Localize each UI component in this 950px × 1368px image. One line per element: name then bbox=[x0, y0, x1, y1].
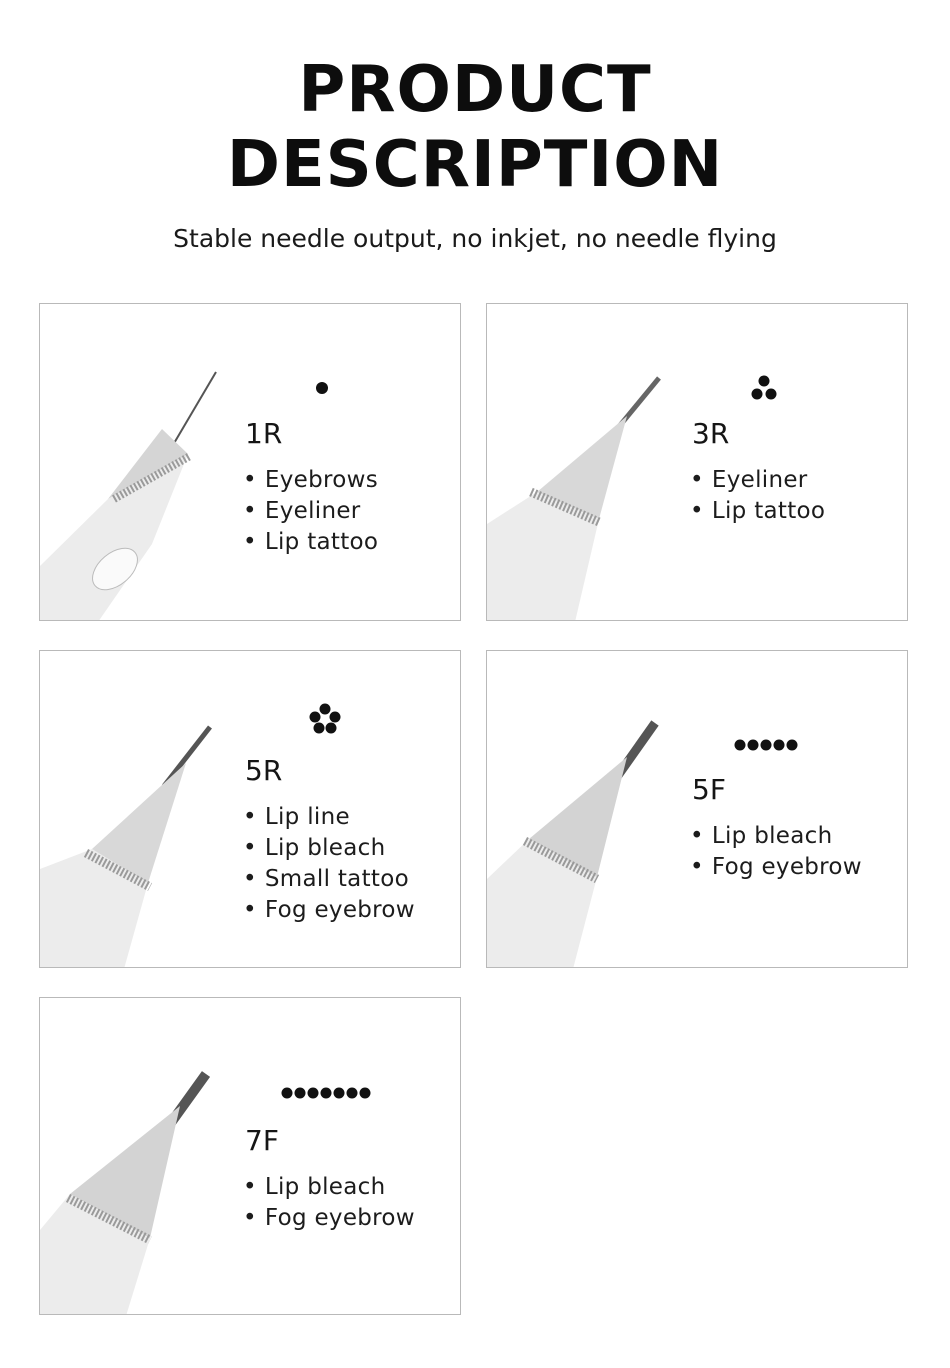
use-item: • Lip bleach bbox=[243, 1172, 415, 1203]
use-item: • Eyebrows bbox=[243, 465, 378, 496]
use-item: • Lip tattoo bbox=[243, 527, 378, 558]
needle-code: 7F bbox=[245, 1124, 279, 1157]
needle-uses-list bbox=[690, 821, 862, 883]
needle-code: 5R bbox=[245, 754, 283, 787]
needle-card-3r bbox=[486, 303, 908, 621]
page-title-line-1: PRODUCT bbox=[298, 53, 652, 127]
needle-card-5f bbox=[486, 650, 908, 968]
use-item: • Lip line bbox=[243, 802, 415, 833]
needle-card-7f bbox=[39, 997, 461, 1315]
use-item: • Small tattoo bbox=[243, 864, 415, 895]
use-item: • Eyeliner bbox=[243, 496, 378, 527]
needle-cartridge-image bbox=[40, 998, 240, 1315]
pin-layout-7f bbox=[280, 1085, 374, 1101]
needle-uses-list bbox=[243, 802, 415, 926]
use-item: • Lip tattoo bbox=[690, 496, 825, 527]
page-subtitle: Stable needle output, no inkjet, no needle flying bbox=[173, 224, 777, 253]
use-item: • Fog eyebrow bbox=[243, 895, 415, 926]
use-item: • Fog eyebrow bbox=[690, 852, 862, 883]
needle-code: 5F bbox=[692, 773, 726, 806]
use-item: • Lip bleach bbox=[243, 833, 415, 864]
needle-code: 1R bbox=[245, 417, 283, 450]
pin-layout-5f bbox=[733, 737, 799, 753]
needle-uses-list bbox=[243, 465, 378, 558]
needle-cartridge-image bbox=[487, 304, 687, 621]
needle-uses-list bbox=[690, 465, 825, 527]
pin-layout-5r bbox=[308, 703, 342, 735]
needle-code: 3R bbox=[692, 417, 730, 450]
needle-cartridge-image bbox=[487, 651, 687, 968]
needle-cartridge-image bbox=[40, 304, 240, 621]
pin-layout-3r bbox=[749, 374, 779, 402]
use-item: • Fog eyebrow bbox=[243, 1203, 415, 1234]
use-item: • Lip bleach bbox=[690, 821, 862, 852]
pin-layout-1r bbox=[312, 378, 332, 398]
needle-cartridge-image bbox=[40, 651, 240, 968]
needle-card-1r bbox=[39, 303, 461, 621]
needle-uses-list bbox=[243, 1172, 415, 1234]
page-title-line-2: DESCRIPTION bbox=[226, 128, 724, 202]
use-item: • Eyeliner bbox=[690, 465, 825, 496]
needle-card-5r bbox=[39, 650, 461, 968]
